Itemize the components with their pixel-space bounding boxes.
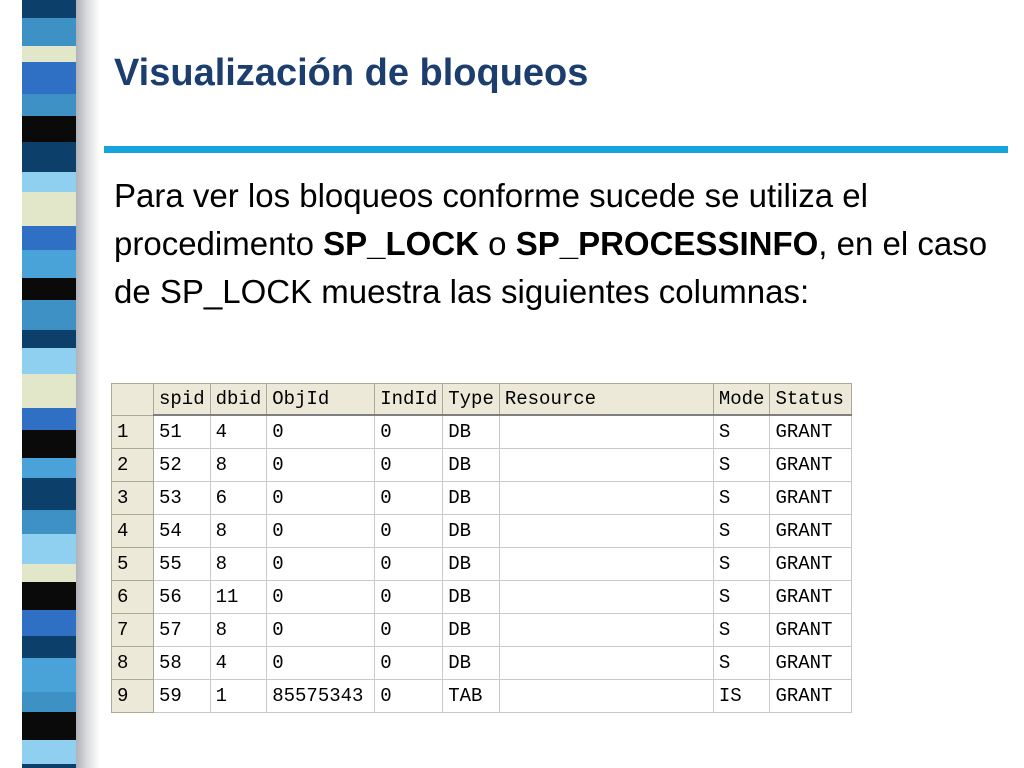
side-bar-strip xyxy=(22,250,78,278)
grid-cell-dbid[interactable]: 8 xyxy=(210,548,267,581)
side-bar-strips xyxy=(22,0,78,768)
grid-cell-spid[interactable]: 59 xyxy=(154,680,211,713)
grid-cell-indid[interactable]: 0 xyxy=(375,680,443,713)
side-bar-strip xyxy=(22,172,78,192)
grid-column-header-spid[interactable]: spid xyxy=(154,384,211,416)
table-row[interactable] xyxy=(112,680,852,713)
grid-cell-objid[interactable]: 85575343 xyxy=(267,680,375,713)
grid-cell-type[interactable]: DB xyxy=(443,614,500,647)
side-bar-strip xyxy=(22,478,78,510)
grid-cell-mode[interactable]: S xyxy=(713,614,770,647)
grid-cell-indid[interactable]: 0 xyxy=(375,482,443,515)
grid-cell-dbid[interactable]: 6 xyxy=(210,482,267,515)
grid-cell-objid[interactable]: 0 xyxy=(267,449,375,482)
grid-cell-resource[interactable] xyxy=(499,415,713,449)
grid-row-number[interactable]: 5 xyxy=(112,548,154,581)
grid-column-header-resource[interactable]: Resource xyxy=(499,384,713,416)
grid-cell-resource[interactable] xyxy=(499,548,713,581)
grid-cell-status[interactable]: GRANT xyxy=(770,581,852,614)
grid-cell-spid[interactable]: 54 xyxy=(154,515,211,548)
grid-cell-status[interactable]: GRANT xyxy=(770,482,852,515)
grid-cell-objid[interactable]: 0 xyxy=(267,482,375,515)
grid-cell-spid[interactable]: 55 xyxy=(154,548,211,581)
title-divider xyxy=(104,146,1008,153)
side-bar-strip xyxy=(22,300,78,330)
grid-cell-dbid[interactable]: 4 xyxy=(210,647,267,680)
side-bar-strip xyxy=(22,610,78,636)
grid-row-number[interactable]: 8 xyxy=(112,647,154,680)
slide-title: Visualización de bloqueos xyxy=(114,52,589,94)
grid-column-header-dbid[interactable]: dbid xyxy=(210,384,267,416)
grid-cell-objid[interactable]: 0 xyxy=(267,415,375,449)
side-bar-strip xyxy=(22,740,78,764)
side-bar-strip xyxy=(22,278,78,300)
side-bar-strip xyxy=(22,62,78,94)
grid-cell-objid[interactable]: 0 xyxy=(267,647,375,680)
side-bar-strip xyxy=(22,142,78,172)
side-bar-strip xyxy=(22,192,78,226)
grid-cell-mode[interactable]: S xyxy=(713,647,770,680)
grid-row-number[interactable]: 3 xyxy=(112,482,154,515)
side-bar-shadow xyxy=(76,0,100,768)
grid-column-header-indid[interactable]: IndId xyxy=(375,384,443,416)
grid-cell-dbid[interactable]: 11 xyxy=(210,581,267,614)
grid-cell-indid[interactable]: 0 xyxy=(375,647,443,680)
table-row[interactable] xyxy=(112,614,852,647)
grid-cell-resource[interactable] xyxy=(499,647,713,680)
grid-cell-dbid[interactable]: 8 xyxy=(210,614,267,647)
side-bar-strip xyxy=(22,692,78,712)
table-row[interactable] xyxy=(112,548,852,581)
grid-cell-spid[interactable]: 57 xyxy=(154,614,211,647)
grid-cell-dbid[interactable]: 8 xyxy=(210,449,267,482)
grid-cell-type[interactable]: TAB xyxy=(443,680,500,713)
grid-cell-type[interactable]: DB xyxy=(443,482,500,515)
grid-cell-spid[interactable]: 53 xyxy=(154,482,211,515)
grid-cell-type[interactable]: DB xyxy=(443,548,500,581)
grid-row-number[interactable]: 9 xyxy=(112,680,154,713)
grid-cell-resource[interactable] xyxy=(499,482,713,515)
side-bar-strip xyxy=(22,0,78,18)
grid-column-header-status[interactable]: Status xyxy=(770,384,852,416)
grid-cell-status[interactable]: GRANT xyxy=(770,614,852,647)
side-bar-strip xyxy=(22,18,78,46)
grid-cell-dbid[interactable]: 8 xyxy=(210,515,267,548)
grid-cell-type[interactable]: DB xyxy=(443,581,500,614)
side-bar-strip xyxy=(22,658,78,692)
grid-cell-mode[interactable]: S xyxy=(713,581,770,614)
side-bar-strip xyxy=(22,564,78,582)
grid-cell-objid[interactable]: 0 xyxy=(267,614,375,647)
grid-cell-objid[interactable]: 0 xyxy=(267,581,375,614)
grid-row-number[interactable]: 6 xyxy=(112,581,154,614)
body-text-part-3: , en el caso de SP_LOCK muestra las siguientes columnas: xyxy=(114,225,988,310)
grid-cell-mode[interactable]: S xyxy=(713,548,770,581)
table-row[interactable] xyxy=(112,581,852,614)
grid-row-number[interactable]: 7 xyxy=(112,614,154,647)
grid-cell-status[interactable]: GRANT xyxy=(770,647,852,680)
grid-column-header-mode[interactable]: Mode xyxy=(713,384,770,416)
grid-header-row xyxy=(112,384,852,416)
grid-row-number[interactable]: 1 xyxy=(112,415,154,449)
side-bar-strip xyxy=(22,636,78,658)
side-bar-strip xyxy=(22,764,78,768)
grid-cell-spid[interactable]: 58 xyxy=(154,647,211,680)
side-bar-strip xyxy=(22,116,78,142)
side-bar-strip xyxy=(22,330,78,348)
grid-corner-cell[interactable] xyxy=(112,384,154,416)
body-text-part-2: o xyxy=(479,225,516,262)
grid-cell-mode[interactable]: S xyxy=(713,515,770,548)
side-bar-strip xyxy=(22,374,78,408)
grid-cell-mode[interactable]: S xyxy=(713,482,770,515)
grid-cell-objid[interactable]: 0 xyxy=(267,548,375,581)
grid-cell-mode[interactable]: S xyxy=(713,449,770,482)
grid-cell-resource[interactable] xyxy=(499,680,713,713)
grid-cell-indid[interactable]: 0 xyxy=(375,515,443,548)
side-bar-strip xyxy=(22,46,78,62)
results-grid-container xyxy=(111,383,852,713)
grid-cell-spid[interactable]: 51 xyxy=(154,415,211,449)
side-bar-strip xyxy=(22,408,78,430)
grid-cell-mode[interactable]: S xyxy=(713,415,770,449)
grid-cell-type[interactable]: DB xyxy=(443,515,500,548)
grid-cell-status[interactable]: GRANT xyxy=(770,449,852,482)
grid-cell-resource[interactable] xyxy=(499,515,713,548)
grid-cell-status[interactable]: GRANT xyxy=(770,415,852,449)
grid-cell-indid[interactable]: 0 xyxy=(375,449,443,482)
grid-column-header-objid[interactable]: ObjId xyxy=(267,384,375,416)
table-row[interactable] xyxy=(112,415,852,449)
table-row[interactable] xyxy=(112,449,852,482)
grid-cell-indid[interactable]: 0 xyxy=(375,581,443,614)
grid-cell-status[interactable]: GRANT xyxy=(770,680,852,713)
side-bar-strip xyxy=(22,510,78,534)
grid-cell-spid[interactable]: 52 xyxy=(154,449,211,482)
side-bar-strip xyxy=(22,458,78,478)
slide-body-text xyxy=(114,172,994,316)
grid-cell-type[interactable]: DB xyxy=(443,449,500,482)
table-row[interactable] xyxy=(112,647,852,680)
side-bar-strip xyxy=(22,348,78,374)
grid-cell-status[interactable]: GRANT xyxy=(770,548,852,581)
body-text-sp-processinfo: SP_PROCESSINFO xyxy=(515,225,819,262)
side-bar-strip xyxy=(22,534,78,564)
side-bar-strip xyxy=(22,226,78,250)
grid-cell-spid[interactable]: 56 xyxy=(154,581,211,614)
grid-cell-mode[interactable]: IS xyxy=(713,680,770,713)
results-grid xyxy=(111,383,852,713)
grid-cell-resource[interactable] xyxy=(499,449,713,482)
table-row[interactable] xyxy=(112,515,852,548)
side-bar-strip xyxy=(22,712,78,740)
grid-cell-status[interactable]: GRANT xyxy=(770,515,852,548)
grid-cell-objid[interactable]: 0 xyxy=(267,515,375,548)
grid-cell-type[interactable]: DB xyxy=(443,647,500,680)
grid-row-number[interactable]: 4 xyxy=(112,515,154,548)
grid-row-number[interactable]: 2 xyxy=(112,449,154,482)
body-text-sp-lock: SP_LOCK xyxy=(323,225,479,262)
grid-cell-dbid[interactable]: 1 xyxy=(210,680,267,713)
side-bar-strip xyxy=(22,582,78,610)
grid-cell-indid[interactable]: 0 xyxy=(375,415,443,449)
grid-cell-resource[interactable] xyxy=(499,614,713,647)
body-text-part-1: Para ver los bloqueos conforme sucede se utiliza el procedimento xyxy=(114,177,868,262)
grid-cell-resource[interactable] xyxy=(499,581,713,614)
side-bar-strip xyxy=(22,94,78,116)
decorative-side-bar xyxy=(0,0,100,768)
grid-column-header-type[interactable]: Type xyxy=(443,384,500,416)
grid-cell-indid[interactable]: 0 xyxy=(375,548,443,581)
grid-cell-type[interactable]: DB xyxy=(443,415,500,449)
table-row[interactable] xyxy=(112,482,852,515)
grid-body xyxy=(112,415,852,713)
grid-cell-dbid[interactable]: 4 xyxy=(210,415,267,449)
side-bar-strip xyxy=(22,430,78,458)
grid-cell-indid[interactable]: 0 xyxy=(375,614,443,647)
